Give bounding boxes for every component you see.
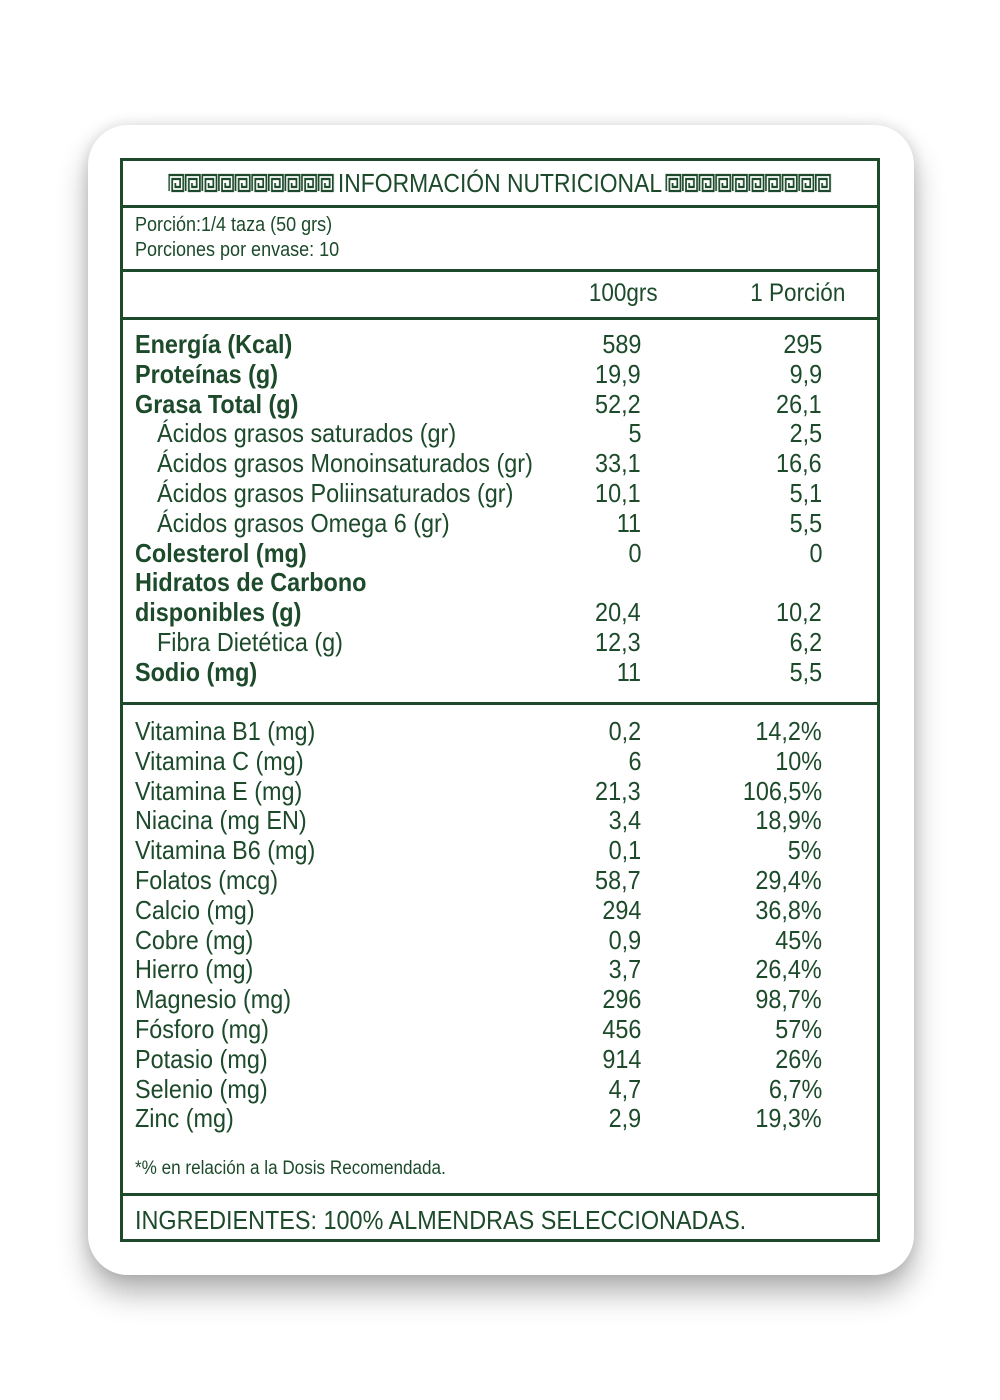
table-row <box>135 538 877 568</box>
table-row <box>135 1044 877 1074</box>
value-portion: 6,7% <box>768 1073 822 1104</box>
value-100g: 0,2 <box>608 716 641 746</box>
row-label: Vitamina B6 (mg) <box>135 835 316 866</box>
value-100g: 21,3 <box>595 775 641 806</box>
value-100g: 0,9 <box>608 924 641 955</box>
value-100g: 589 <box>601 329 641 359</box>
value-100g: 5 <box>627 418 641 449</box>
value-portion: 26,4% <box>755 954 822 985</box>
table-row <box>135 657 877 687</box>
value-100g: 3,4 <box>608 805 641 836</box>
divider <box>123 702 877 705</box>
value-portion: 14,2% <box>755 716 822 746</box>
row-label: Calcio (mg) <box>135 894 255 925</box>
table-row <box>135 925 877 955</box>
portion-info <box>135 213 339 263</box>
row-label: Vitamina B1 (mg) <box>135 716 316 746</box>
nutrition-label <box>120 158 880 1242</box>
value-portion: 6,2 <box>789 627 822 657</box>
greek-key-left-icon <box>168 173 334 193</box>
table-row <box>135 597 877 627</box>
row-label: Ácidos grasos Omega 6 (gr) <box>157 507 450 538</box>
table-row <box>135 895 877 925</box>
value-100g: 20,4 <box>595 597 641 628</box>
row-label: disponibles (g) <box>135 597 302 628</box>
value-portion: 2,5 <box>789 418 822 449</box>
value-100g: 19,9 <box>595 358 641 389</box>
table-row <box>135 448 877 478</box>
table-row <box>135 508 877 538</box>
row-label: Selenio (mg) <box>135 1073 268 1104</box>
table-row <box>135 776 877 806</box>
table-row <box>135 627 877 657</box>
row-label: Folatos (mcg) <box>135 865 279 895</box>
row-label: Ácidos grasos saturados (gr) <box>157 418 457 449</box>
value-100g: 52,2 <box>595 388 641 419</box>
value-100g: 11 <box>616 656 641 687</box>
row-label: Grasa Total (g) <box>135 388 299 419</box>
value-portion: 45% <box>775 924 822 955</box>
row-label: Hidratos de Carbono <box>135 567 367 598</box>
table-row <box>135 805 877 835</box>
value-100g: 11 <box>616 507 641 538</box>
table-row <box>135 835 877 865</box>
value-100g: 456 <box>601 1014 641 1044</box>
table-row <box>135 746 877 776</box>
value-100g: 296 <box>601 984 641 1015</box>
value-portion: 106,5% <box>742 775 822 806</box>
value-100g: 4,7 <box>608 1073 641 1104</box>
value-portion: 5,5 <box>789 656 822 687</box>
value-portion: 5,1 <box>789 478 822 508</box>
servings-per-container: Porciones por envase: 10 <box>135 239 340 261</box>
row-label: Vitamina C (mg) <box>135 745 304 776</box>
label-title: INFORMACIÓN NUTRICIONAL <box>337 167 663 198</box>
row-label: Magnesio (mg) <box>135 984 292 1015</box>
column-header-100g: 100grs <box>588 279 658 307</box>
row-label: Energía (Kcal) <box>135 329 293 359</box>
table-row <box>135 984 877 1014</box>
value-portion: 26% <box>775 1043 822 1074</box>
value-100g: 2,9 <box>608 1103 641 1134</box>
ingredients-text: INGREDIENTES: 100% ALMENDRAS SELECCIONADAS. <box>135 1205 747 1235</box>
row-label: Zinc (mg) <box>135 1103 234 1134</box>
value-portion: 29,4% <box>755 865 822 895</box>
row-label: Colesterol (mg) <box>135 537 307 568</box>
value-portion: 36,8% <box>755 894 822 925</box>
portion-size: Porción:1/4 taza (50 grs) <box>135 214 333 236</box>
table-row <box>135 567 877 597</box>
table-row <box>135 1014 877 1044</box>
value-100g: 914 <box>601 1043 641 1074</box>
value-portion: 19,3% <box>755 1103 822 1134</box>
row-label: Ácidos grasos Poliinsaturados (gr) <box>157 478 514 508</box>
table-row <box>135 418 877 448</box>
footnote: *% en relación a la Dosis Recomendada. <box>135 1158 446 1179</box>
row-label: Vitamina E (mg) <box>135 775 303 806</box>
row-label: Niacina (mg EN) <box>135 805 307 836</box>
row-label: Proteínas (g) <box>135 358 279 389</box>
row-label: Fósforo (mg) <box>135 1014 269 1044</box>
value-portion: 57% <box>775 1014 822 1044</box>
value-100g: 6 <box>627 745 641 776</box>
value-100g: 294 <box>601 894 641 925</box>
column-header-portion: 1 Porción <box>750 279 846 307</box>
table-row <box>135 329 877 359</box>
value-100g: 0 <box>627 537 641 568</box>
value-100g: 58,7 <box>595 865 641 895</box>
row-label: Potasio (mg) <box>135 1043 268 1074</box>
table-row <box>135 865 877 895</box>
table-row <box>135 389 877 419</box>
label-header <box>168 161 832 205</box>
value-portion: 26,1 <box>776 388 822 419</box>
value-portion: 18,9% <box>755 805 822 836</box>
table-row <box>135 478 877 508</box>
value-100g: 33,1 <box>595 448 641 479</box>
value-portion: 16,6 <box>776 448 822 479</box>
value-portion: 295 <box>782 329 822 359</box>
table-row <box>135 1103 877 1133</box>
row-label: Fibra Dietética (g) <box>157 627 343 657</box>
greek-key-right-icon <box>666 173 832 193</box>
row-label: Hierro (mg) <box>135 954 254 985</box>
value-portion: 98,7% <box>755 984 822 1015</box>
value-100g: 0,1 <box>608 835 641 866</box>
table-row <box>135 716 877 746</box>
table-row <box>135 954 877 984</box>
value-portion: 5% <box>788 835 822 866</box>
divider <box>123 205 877 208</box>
row-label: Cobre (mg) <box>135 924 254 955</box>
value-portion: 9,9 <box>789 358 822 389</box>
value-portion: 5,5 <box>789 507 822 538</box>
value-portion: 10,2 <box>776 597 822 628</box>
value-portion: 0 <box>808 537 822 568</box>
divider <box>123 317 877 320</box>
value-100g: 3,7 <box>608 954 641 985</box>
table-row <box>135 359 877 389</box>
value-portion: 10% <box>775 745 822 776</box>
row-label: Ácidos grasos Monoinsaturados (gr) <box>157 448 533 479</box>
table-row <box>135 1074 877 1104</box>
value-100g: 10,1 <box>595 478 641 508</box>
divider <box>123 269 877 272</box>
divider <box>123 1193 877 1196</box>
row-label: Sodio (mg) <box>135 656 258 687</box>
value-100g: 12,3 <box>595 627 641 657</box>
